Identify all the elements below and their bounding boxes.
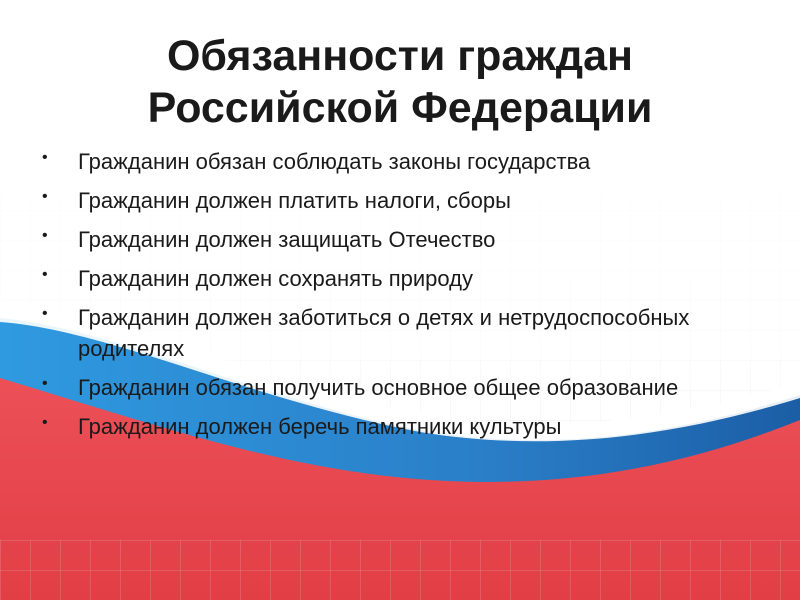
list-item (40, 224, 760, 255)
bullet-icon: • (42, 266, 48, 283)
bullet-icon: • (42, 305, 48, 322)
list-item (40, 302, 760, 364)
list-item-text: Гражданин должен беречь памятники культуры (78, 414, 562, 439)
list-item-text: Гражданин должен сохранять природу (78, 266, 473, 291)
list-item (40, 411, 760, 442)
bullet-icon: • (42, 227, 48, 244)
title-line-1: Обязанности граждан (166, 32, 633, 80)
list-item-text: Гражданин должен защищать Отечество (78, 227, 496, 252)
title-line-2: Российской Федерации (147, 84, 653, 132)
bullet-icon: • (42, 188, 48, 205)
list-item-text: Гражданин должен платить налоги, сборы (78, 188, 511, 213)
list-item-text: Гражданин обязан получить основное общее образование (78, 375, 679, 400)
list-item (40, 146, 760, 177)
list-item (40, 185, 760, 216)
list-item-text: Гражданин обязан соблюдать законы государства (78, 149, 591, 174)
page-title (0, 30, 800, 134)
bullet-icon: • (42, 414, 48, 431)
list-item-text: Гражданин должен заботиться о детях и нетрудоспособных родителях (78, 305, 690, 361)
list-item (40, 372, 760, 403)
bullet-icon: • (42, 149, 48, 166)
bottom-grid-overlay (0, 540, 800, 600)
duties-list (40, 146, 760, 450)
list-item (40, 263, 760, 294)
bullet-icon: • (42, 375, 48, 392)
